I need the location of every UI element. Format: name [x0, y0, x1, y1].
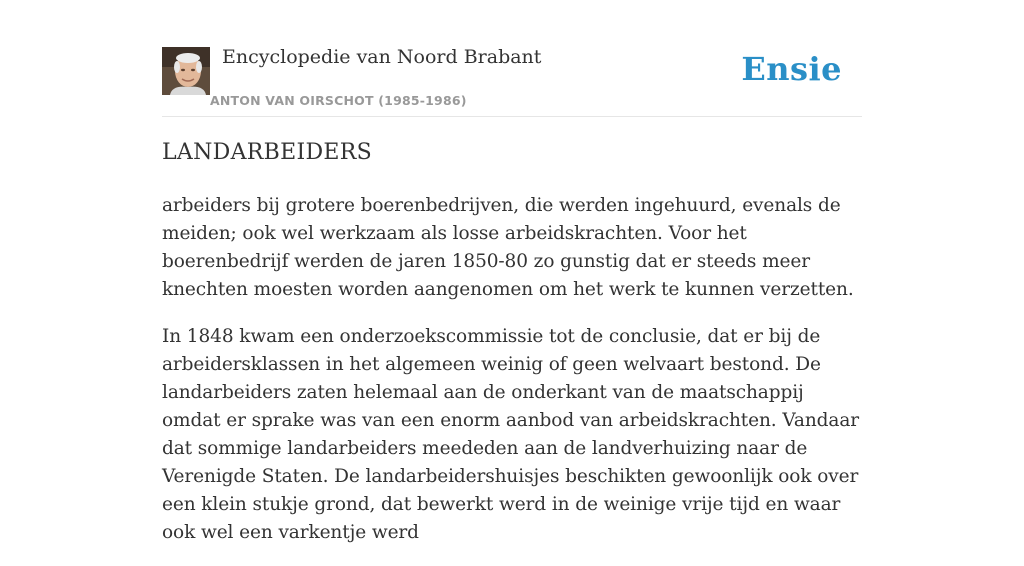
author-portrait-icon — [162, 47, 210, 95]
header — [162, 40, 862, 117]
publication-title[interactable]: Encyclopedie van Noord Brabant — [222, 46, 542, 68]
paragraph: arbeiders bij grotere boerenbedrijven, die werden ingehuurd, evenals de meiden; ook wel werkzaam als losse arbeidskrachten. Voor het boerenbedrijf werden de jaren 1850-80 zo gunstig dat er steeds meer knechten moesten worden aangenomen om het werk te kunnen verzetten. — [162, 195, 854, 300]
paragraph: In 1848 kwam een onderzoekscommissie tot de conclusie, dat er bij de arbeidersklassen in het algemeen weinig of geen welvaart bestond. De landarbeiders zaten helemaal aan de onderkant van de maatschappij omdat er sprake was van een enorm aanbod van arbeidskrachten. Vandaar dat sommige landarbeiders meededen aan de landverhuizing naar de Verenigde Staten. De landarbeidershuisjes beschikten gewoonlijk ook over een klein stukje grond, dat bewerkt werd in de weinige vrije tijd en waar ook wel een varkentje werd — [162, 326, 860, 543]
author-avatar[interactable] — [162, 47, 210, 95]
author-name[interactable]: ANTON VAN OIRSCHOT (1985-1986) — [210, 93, 467, 108]
article-title: LANDARBEIDERS — [162, 140, 372, 165]
ensie-logo[interactable]: Ensie — [741, 50, 842, 88]
article-body — [162, 192, 862, 566]
